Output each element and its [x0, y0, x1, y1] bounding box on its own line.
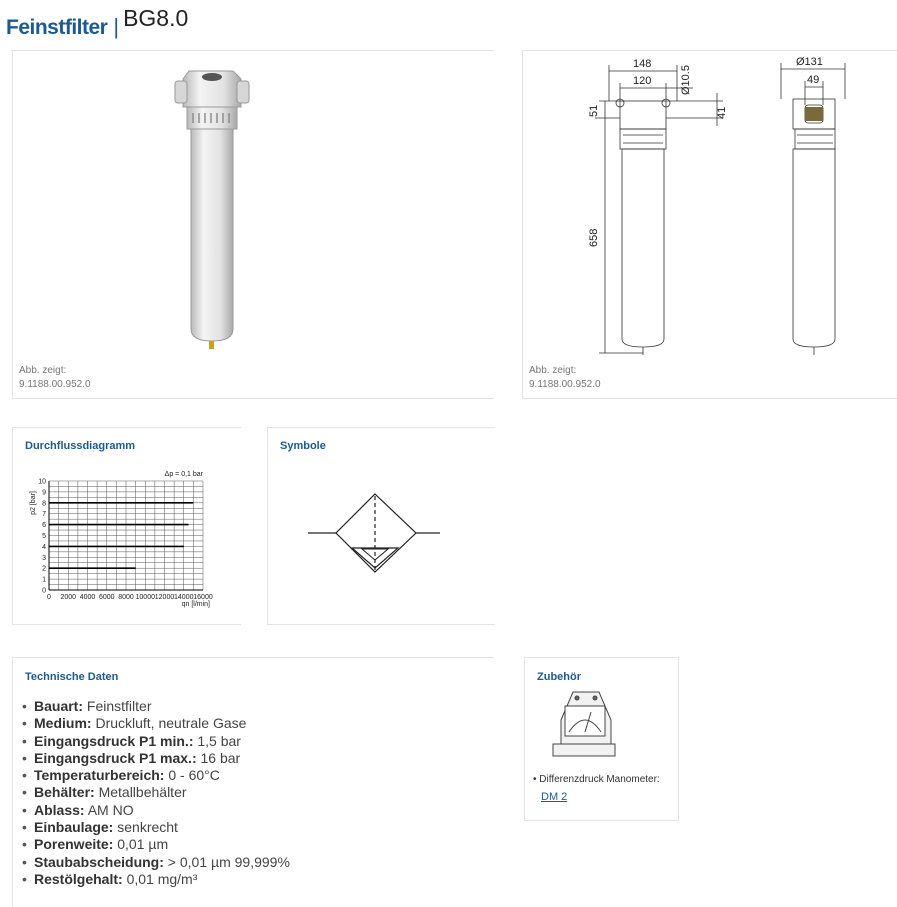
- symbol-title: Symbole: [280, 440, 326, 452]
- photo-caption: Abb. zeigt:: [19, 365, 67, 376]
- dim-51: 51: [588, 104, 600, 117]
- product-model: BG8.0: [123, 5, 189, 31]
- spec-item: • Porenweite: 0,01 µm: [22, 836, 169, 853]
- y-tick-label: 8: [42, 500, 46, 508]
- drawing-part-number: 9.1188.00.952.0: [529, 379, 601, 390]
- dm2-link[interactable]: DM 2: [541, 791, 568, 803]
- drawing-caption: Abb. zeigt:: [529, 365, 577, 376]
- filter-symbol: [268, 428, 495, 624]
- spec-item: • Ablass: AM NO: [22, 801, 134, 818]
- x-tick-label: 10000: [135, 594, 155, 601]
- spec-item: • Temperaturbereich: 0 - 60°C: [22, 767, 220, 784]
- spec-item: • Medium: Druckluft, neutrale Gase: [22, 715, 247, 732]
- flow-chart: [13, 428, 241, 624]
- y-axis-label: p2 [bar]: [30, 491, 37, 515]
- x-tick-label: 14000: [174, 594, 194, 601]
- product-photo-panel: [12, 50, 494, 399]
- manometer-image[interactable]: [525, 684, 678, 774]
- spec-item: • Staubabscheidung: > 0,01 µm 99,999%: [22, 853, 290, 870]
- dim-148: 148: [633, 58, 652, 70]
- symbol-panel: [267, 427, 495, 625]
- y-tick-label: 0: [42, 587, 46, 595]
- spec-item: • Bauart: Feinstfilter: [22, 698, 152, 714]
- y-tick-label: 3: [42, 554, 46, 562]
- dim-658: 658: [588, 228, 600, 247]
- dim-49: 49: [807, 74, 820, 86]
- x-tick-label: 6000: [98, 594, 115, 601]
- y-tick-label: 6: [42, 522, 46, 530]
- x-tick-label: 16000: [193, 594, 213, 601]
- dimension-drawing-panel: [522, 50, 897, 399]
- filter-photo[interactable]: [13, 51, 494, 398]
- accessory-item: • Differenzdruck Manometer:: [533, 774, 660, 785]
- spec-item: • Einbaulage: senkrecht: [22, 819, 178, 836]
- y-tick-label: 7: [42, 511, 46, 519]
- technical-data-title: Technische Daten: [25, 671, 119, 683]
- x-tick-label: 8000: [118, 594, 134, 601]
- x-tick-label: 0: [47, 594, 51, 601]
- dim-120: 120: [633, 75, 652, 87]
- flow-diagram-panel: [12, 427, 241, 625]
- accessory-item-label: Differenzdruck Manometer:: [539, 774, 660, 785]
- dim-diameter-10-5: Ø10.5: [680, 65, 692, 95]
- flow-diagram-title: Durchflussdiagramm: [25, 440, 136, 452]
- page-title: [6, 4, 188, 40]
- x-axis-label: qn [l/min]: [181, 601, 210, 608]
- x-tick-label: 4000: [79, 594, 96, 601]
- y-tick-label: 1: [42, 576, 46, 584]
- x-tick-label: 12000: [154, 594, 175, 601]
- dimension-drawing[interactable]: [523, 51, 897, 398]
- title-separator: |: [113, 14, 120, 39]
- dim-41: 41: [716, 106, 728, 119]
- dim-diameter-131: Ø131: [796, 56, 823, 68]
- y-tick-label: 2: [42, 565, 46, 573]
- accessory-title: Zubehör: [537, 671, 581, 683]
- x-tick-label: 2000: [60, 594, 77, 601]
- delta-p-annotation: Δp = 0,1 bar: [164, 471, 203, 478]
- spec-item: • Eingangsdruck P1 min.: 1,5 bar: [22, 732, 241, 749]
- spec-item: • Behälter: Metallbehälter: [22, 784, 187, 801]
- y-tick-label: 4: [42, 543, 46, 551]
- spec-list: [22, 698, 290, 888]
- spec-item: • Restölgehalt: 0,01 mg/m³: [22, 870, 198, 887]
- y-tick-label: 9: [42, 489, 46, 497]
- product-category: Feinstfilter: [6, 16, 108, 39]
- y-tick-label: 5: [42, 533, 46, 540]
- y-tick-label: 10: [38, 478, 46, 486]
- photo-part-number: 9.1188.00.952.0: [19, 379, 91, 390]
- spec-item: • Eingangsdruck P1 max.: 16 bar: [22, 749, 241, 766]
